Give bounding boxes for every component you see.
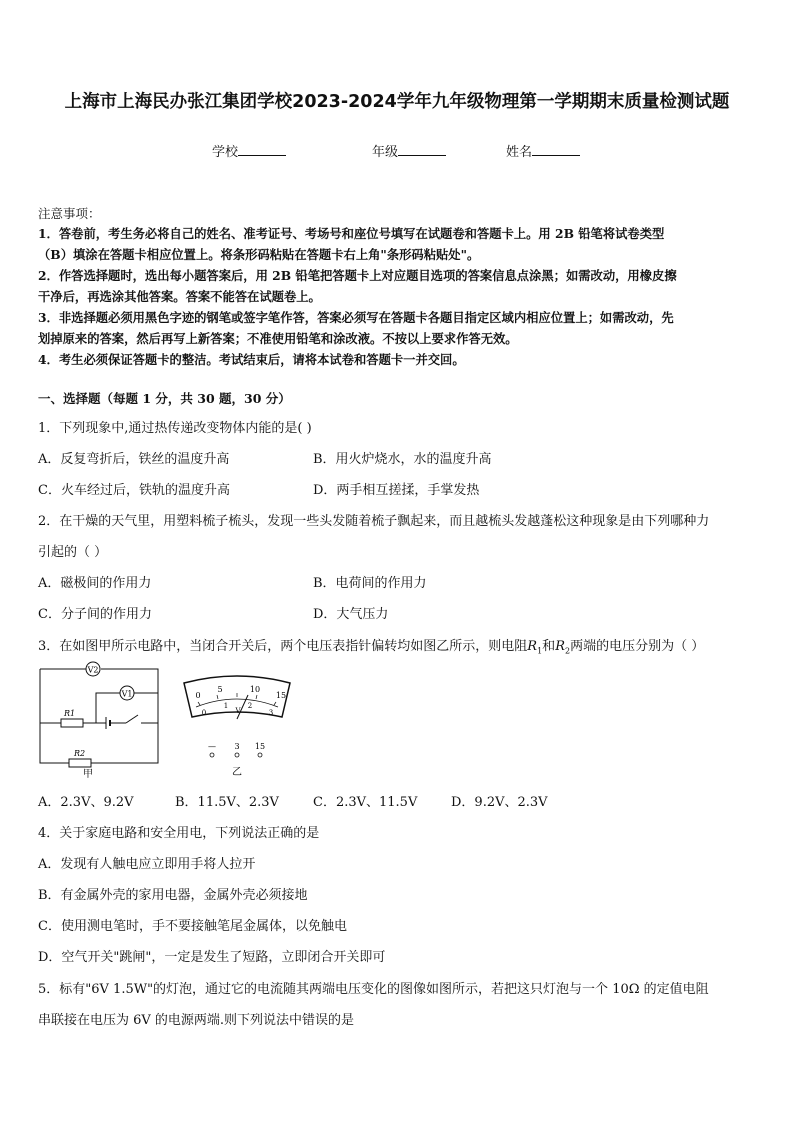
- q1-stem: 1．下列现象中,通过热传递改变物体内能的是( ): [38, 421, 312, 436]
- q1-option-a: A．反复弯折后，铁丝的温度升高: [38, 452, 230, 467]
- meter-top-tick: 10: [249, 685, 261, 694]
- q5-stem: 5．标有"6V 1.5W"的灯泡，通过它的电流随其两端电压变化的图像如图所示，若把这只灯泡与一个 10Ω 的定值电阻: [38, 982, 709, 997]
- terminal-label: 3: [234, 742, 240, 751]
- terminal-label: 15: [254, 742, 266, 751]
- terminal-post: [235, 753, 239, 757]
- r1-label: R1: [64, 709, 76, 718]
- note-line: 4．考生必须保证答题卡的整洁。考试结束后，请将本试卷和答题卡一并交回。: [38, 352, 465, 367]
- meter-bottom-tick: 3: [268, 709, 274, 717]
- meter-bottom-tick: 1: [223, 702, 229, 710]
- q1-option-c: C．火车经过后，铁轨的温度升高: [38, 483, 230, 498]
- q2-option-b: B．电荷间的作用力: [313, 576, 427, 591]
- terminal-post: [210, 753, 214, 757]
- q1-option-b: B．用火炉烧水，水的温度升高: [313, 452, 492, 467]
- q4-stem: 4．关于家庭电路和安全用电，下列说法正确的是: [38, 826, 320, 841]
- q3-option-d: D．9.2V、2.3V: [451, 795, 548, 810]
- q4-option-a: A．发现有人触电应立即用手将人拉开: [38, 857, 256, 872]
- note-line: 2．作答选择题时，选出每小题答案后，用 2B 铅笔把答题卡上对应题目选项的答案信息点涂黑；如需改动，用橡皮擦: [38, 268, 677, 283]
- name-label: 姓名: [506, 145, 533, 160]
- q3-option-b: B．11.5V、2.3V: [175, 795, 279, 810]
- school-label: 学校: [212, 145, 239, 160]
- section-heading: 一、选择题（每题 1 分，共 30 题，30 分）: [38, 391, 291, 406]
- q3-stem-text: 3．在如图甲所示电路中，当闭合开关后，两个电压表指针偏转均如图乙所示，则电阻: [38, 639, 528, 654]
- q2-option-c: C．分子间的作用力: [38, 607, 152, 622]
- q1-option-d: D．两手相互搓揉，手掌发热: [313, 483, 480, 498]
- q3-option-a: A．2.3V、9.2V: [38, 795, 134, 810]
- meter-bottom-tick: 0: [201, 709, 207, 717]
- q3-stem-tail: 两端的电压分别为（ ）: [570, 639, 705, 654]
- r2-symbol: R: [555, 639, 565, 654]
- q5-stem-cont: 串联接在电压为 6V 的电源两端.则下列说法中错误的是: [38, 1013, 355, 1028]
- name-field: [506, 141, 580, 160]
- page-title: 上海市上海民办张江集团学校2023-2024学年九年级物理第一学期期末质量检测试题: [64, 92, 730, 112]
- grade-blank: [398, 143, 446, 156]
- note-line: 干净后，再选涂其他答案。答案不能答在试题卷上。: [38, 289, 321, 304]
- notes-heading: 注意事项：: [38, 206, 101, 221]
- q2-stem: 2．在干燥的天气里，用塑料梳子梳头，发现一些头发随着梳子飘起来，而且越梳头发越蓬松这种现象是由下列哪种力: [38, 514, 710, 529]
- terminal-post: [258, 753, 262, 757]
- q4-option-d: D．空气开关"跳闸"，一定是发生了短路，立即闭合开关即可: [38, 950, 386, 965]
- q2-option-a: A．磁极间的作用力: [38, 576, 152, 591]
- school-blank: [238, 143, 286, 156]
- q4-option-b: B．有金属外壳的家用电器，金属外壳必须接地: [38, 888, 308, 903]
- v1-label: V1: [121, 689, 133, 699]
- note-line: 1．答卷前，考生务必将自己的姓名、准考证号、考场号和座位号填写在试题卷和答题卡上。用 2B 铅笔将试卷类型: [38, 226, 665, 241]
- q3-and: 和: [542, 639, 556, 654]
- meter-top-tick: 5: [217, 685, 223, 694]
- terminal-label: —: [208, 742, 216, 751]
- voltmeter-figure: [178, 673, 296, 783]
- q2-stem-cont: 引起的（ ）: [38, 545, 108, 560]
- note-line: 划掉原来的答案，然后再写上新答案；不准使用铅笔和涂改液。不按以上要求作答无效。: [38, 331, 518, 346]
- grade-field: [372, 141, 446, 160]
- r1-sub: 1: [537, 646, 543, 656]
- meter-unit: V: [235, 707, 241, 715]
- note-line: 3．非选择题必须用黑色字迹的钢笔或签字笔作答，答案必须写在答题卡各题目指定区域内相应位置上；如需改动，先: [38, 310, 674, 325]
- meter-top-tick: 15: [275, 691, 287, 700]
- figure-jia-label: 甲: [83, 769, 93, 780]
- grade-label: 年级: [372, 145, 399, 160]
- r2-label: R2: [74, 749, 86, 758]
- q3-stem: [38, 635, 704, 656]
- r2-sub: 2: [564, 646, 571, 656]
- meter-top-zero: 0: [195, 691, 201, 700]
- q3-option-c: C．2.3V、11.5V: [313, 795, 418, 810]
- r1-symbol: R: [527, 639, 538, 654]
- q2-option-d: D．大气压力: [313, 607, 389, 622]
- figure-yi-label: 乙: [232, 767, 242, 778]
- meter-bottom-tick: 2: [247, 702, 253, 710]
- note-line: （B）填涂在答题卡相应位置上。将条形码粘贴在答题卡右上角"条形码粘贴处"。: [38, 247, 480, 262]
- school-field: [212, 141, 286, 160]
- name-blank: [532, 143, 580, 156]
- v2-label: V2: [87, 665, 99, 675]
- q4-option-c: C．使用测电笔时，手不要接触笔尾金属体，以免触电: [38, 919, 347, 934]
- circuit-diagram: [34, 655, 164, 780]
